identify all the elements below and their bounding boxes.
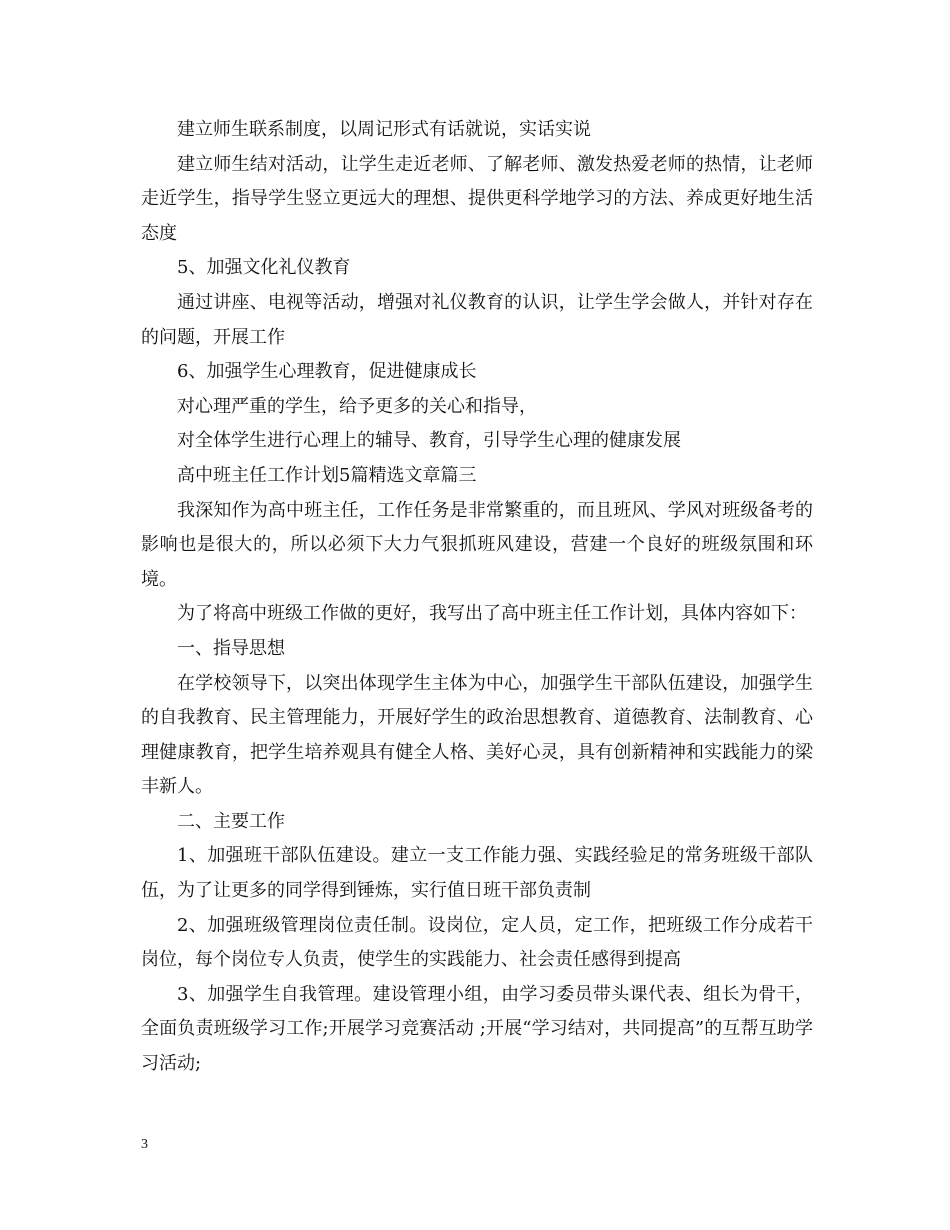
paragraph-11: 3、加强学生自我管理。建设管理小组，由学习委员带头课代表、组长为骨干，全面负责班级学习工作;开展学习竞赛活动 ;开展“学习结对，共同提高”的互帮互助学习活动; — [141, 983, 813, 1075]
heading-main-work: 二、主要工作 — [177, 810, 285, 832]
page-number: 3 — [141, 1137, 148, 1152]
paragraph-5: 对全体学生进行心理上的辅导、教育，引导学生心理的健康发展 — [177, 430, 681, 452]
paragraph-9: 1、加强班干部队伍建设。建立一支工作能力强、实践经验足的常务班级干部队伍，为了让更多的同学得到锤炼，实行值日班干部负责制 — [141, 845, 813, 902]
paragraph-10: 2、加强班级管理岗位责任制。设岗位，定人员，定工作，把班级工作分成若干岗位，每个岗位专人负责，使学生的实践能力、社会责任感得到提高 — [141, 914, 813, 971]
document-body — [141, 113, 813, 1082]
article-title-part-3: 高中班主任工作计划5篇精选文章篇三 — [177, 464, 477, 486]
paragraph-3: 通过讲座、电视等活动，增强对礼仪教育的认识，让学生学会做人，并针对存在的问题，开展工作 — [141, 291, 813, 348]
heading-6-psychology: 6、加强学生心理教育，促进健康成长 — [177, 361, 477, 383]
paragraph-4: 对心理严重的学生，给予更多的关心和指导， — [177, 395, 537, 417]
paragraph-1: 建立师生联系制度，以周记形式有话就说，实话实说 — [177, 119, 591, 140]
paragraph-6: 我深知作为高中班主任，工作任务是非常繁重的，而且班风、学风对班级备考的影响也是很大的，所以必须下大力气狠抓班风建设，营建一个良好的班级氛围和环境。 — [141, 499, 813, 590]
paragraph-7: 为了将高中班级工作做的更好，我写出了高中班主任工作计划，具体内容如下： — [177, 603, 807, 625]
paragraph-2: 建立师生结对活动，让学生走近老师、了解老师、激发热爱老师的热情，让老师走近学生，指导学生竖立更远大的理想、提供更科学地学习的方法、养成更好地生活态度 — [141, 153, 813, 244]
heading-guiding-ideology: 一、指导思想 — [177, 637, 285, 659]
paragraph-8: 在学校领导下，以突出体现学生主体为中心，加强学生干部队伍建设，加强学生的自我教育、民主管理能力，开展好学生的政治思想教育、道德教育、法制教育、心理健康教育，把学生培养观具有健全人格、美好心灵，具有创新精神和实践能力的梁丰新人。 — [141, 672, 813, 798]
heading-5-etiquette: 5、加强文化礼仪教育 — [177, 257, 351, 279]
